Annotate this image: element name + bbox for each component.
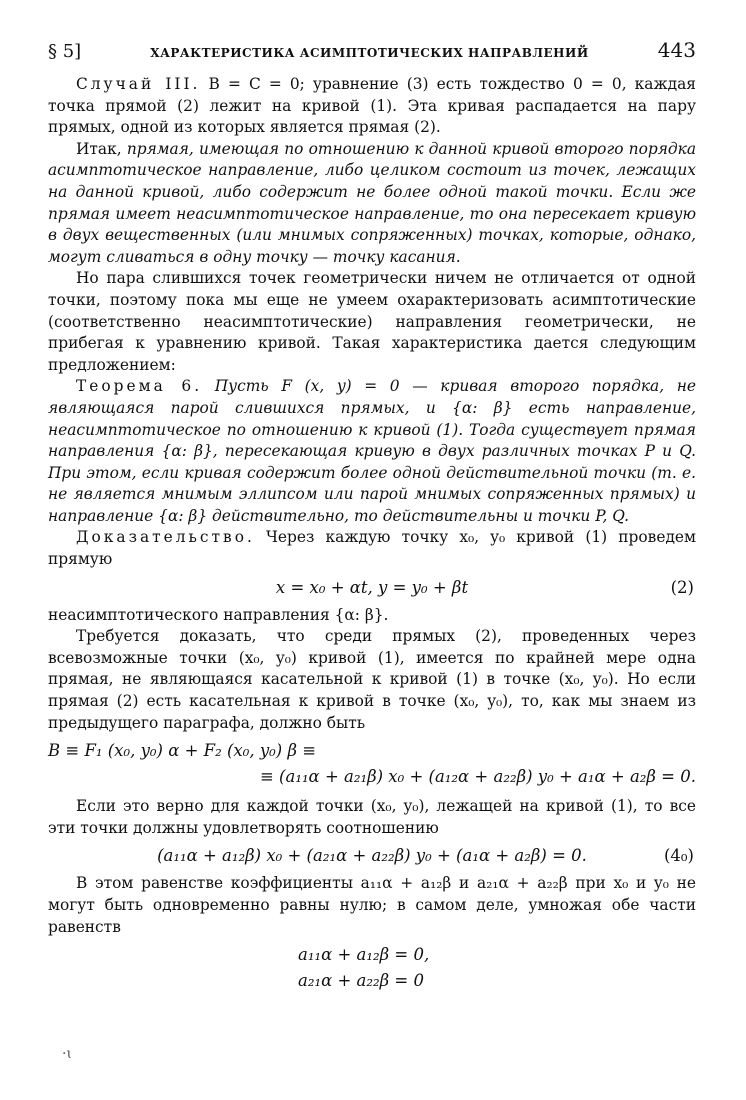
- proof-paragraph: [48, 527, 696, 570]
- summary-lead: Итак,: [76, 139, 127, 158]
- system-line-2: a₂₁α + a₂₂β = 0: [298, 971, 424, 991]
- book-page: [48, 38, 696, 994]
- equation-4-0-tag: (4₀): [664, 846, 694, 866]
- margin-mark: ·ɩ: [62, 1046, 72, 1062]
- proof-label: Доказательство.: [76, 528, 255, 547]
- equation-b-line-2: ≡ (a₁₁α + a₂₁β) x₀ + (a₁₂α + a₂₂β) y₀ + a₁α + a₂β = 0.: [259, 767, 696, 787]
- equation-4-0: [48, 843, 696, 869]
- after-equation-2: неасимптотического направления {α: β}.: [48, 605, 389, 624]
- equation-4-0-formula: (a₁₁α + a₁₂β) x₀ + (a₂₁α + a₂₂β) y₀ + (a₁α + a₂β) = 0.: [157, 846, 587, 866]
- page-number: 443: [657, 38, 696, 62]
- paragraph-4: Если это верно для каждой точки (x₀, y₀), лежащей на кривой (1), то все эти точки должны удовлетворять соотношению: [48, 797, 696, 837]
- system-line-1: a₁₁α + a₁₂β = 0,: [298, 945, 430, 965]
- header-section: § 5]: [48, 41, 82, 62]
- paragraph-2: Но пара слившихся точек геометрически ничем не отличается от одной точки, поэтому пока мы еще не умеем охарактеризовать асимптотические (соответственно неасимптотические) направления геометрически, не прибегая к уравнению кривой. Такая характеристика дается следующим предложением:: [48, 269, 696, 374]
- summary-text: прямая, имеющая по отношению к данной кривой второго порядка асимптотическое направление, либо целиком состоит из точек, лежащих на данной кривой, либо содержит не более одной такой точки. Если же прямая имеет неасимптотическое направление, то она пересекает кривую в двух вещественных (или мнимых сопряженных) точках, которые, однако, могут сливаться в одну точку — точку касания.: [48, 139, 697, 266]
- equation-2: [48, 575, 696, 601]
- case-3-label: Случай III.: [76, 75, 201, 93]
- equation-b-line-1: B ≡ F₁ (x₀, y₀) α + F₂ (x₀, y₀) β ≡: [48, 741, 317, 761]
- theorem-6: [48, 376, 696, 527]
- summary-paragraph: [48, 139, 696, 269]
- case-3-text: B = C = 0; уравнение (3) есть тождество 0 = 0, каждая точка прямой (2) лежит на кривой (1). Эта кривая распадается на пару прямых, одной из которых является прямая (2).: [48, 75, 696, 137]
- equation-2-formula: x = x₀ + αt, y = y₀ + βt: [275, 577, 469, 597]
- paragraph-5: В этом равенстве коэффициенты a₁₁α + a₁₂β и a₂₁α + a₂₂β при x₀ и y₀ не могут быть одновременно равны нулю; в самом деле, умножая обе части равенств: [48, 874, 696, 936]
- running-header: [48, 38, 696, 74]
- theorem-label: Теорема 6.: [76, 377, 203, 396]
- paragraph-3: Требуется доказать, что среди прямых (2), проведенных через всевозможные точки (x₀, y₀) кривой (1), имеется по крайней мере одна прямая, не являющаяся касательной к кривой (1) в точке (x₀, y₀). Но если прямая (2) есть касательная к кривой в точке (x₀, y₀), то, как мы знаем из предыдущего параграфа, должно быть: [48, 627, 696, 732]
- header-title: ХАРАКТЕРИСТИКА АСИМПТОТИЧЕСКИХ НАПРАВЛЕНИЙ: [150, 46, 589, 60]
- equation-system: [298, 942, 696, 994]
- case-3-paragraph: [48, 74, 696, 139]
- proof-text: Через каждую точку x₀, y₀ кривой (1) проведем прямую: [48, 528, 696, 569]
- equation-2-tag: (2): [670, 577, 694, 597]
- theorem-text: Пусть F (x, y) = 0 — кривая второго порядка, не являющаяся парой слившихся прямых, и {α: β} есть направление, неасимптотическое по отношению к кривой (1). Тогда существует прямая направления {α: β}, пересекающая кривую в двух различных точках P и Q. При этом, если кривая содержит более одной действительной точки (т. е. не является мнимым эллипсом или парой мнимых сопряженных прямых) и направление {α: β} действительно, то действительны и точки P, Q.: [48, 377, 697, 525]
